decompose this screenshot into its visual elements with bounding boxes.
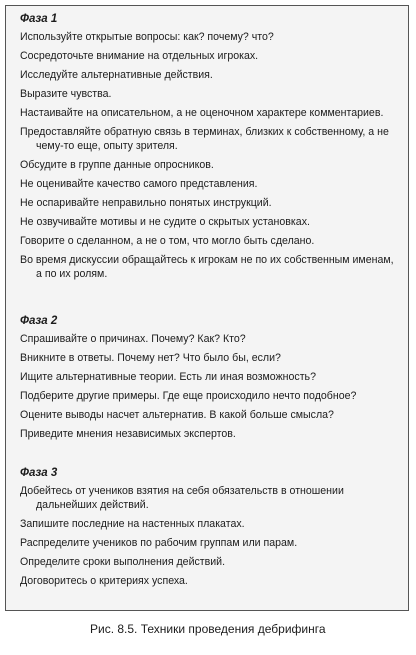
list-item: Подберите другие примеры. Где еще происходило нечто подобное? [20,390,357,402]
list-item: Добейтесь от учеников взятия на себя обязательств в отношении дальнейших действий. [20,485,344,511]
phase-3-section [20,466,402,593]
list-item: Спрашивайте о причинах. Почему? Как? Кто? [20,333,246,345]
phase-title: Фаза 1 [20,13,58,25]
list-item: Договоритесь о критериях успеха. [20,575,188,587]
phase-1-section [20,12,402,286]
list-item: Определите сроки выполнения действий. [20,556,226,568]
list-item: Не озвучивайте мотивы и не судите о скрытых установках. [20,216,310,228]
list-item: Не оценивайте качество самого представления. [20,178,258,190]
list-item: Распределите учеников по рабочим группам или парам. [20,537,298,549]
list-item: Не оспаривайте неправильно понятых инструкций. [20,197,272,209]
list-item: Предоставляйте обратную связь в терминах, близких к собственному, а не чему-то еще, опыту зрителя. [20,126,389,152]
phase-2-section [20,314,402,446]
techniques-box [5,5,409,611]
figure-caption: Рис. 8.5. Техники проведения дебрифинга [90,622,326,636]
list-item: Сосредоточьте внимание на отдельных игроках. [20,50,259,62]
list-item: Приведите мнения независимых экспертов. [20,428,236,440]
list-item: Настаивайте на описательном, а не оценочном характере комментариев. [20,107,384,119]
list-item: Говорите о сделанном, а не о том, что могло быть сделано. [20,235,315,247]
list-item: Ищите альтернативные теории. Есть ли иная возможность? [20,371,316,383]
list-item: Запишите последние на настенных плакатах. [20,518,245,530]
list-item: Вникните в ответы. Почему нет? Что было бы, если? [20,352,281,364]
phase-title: Фаза 2 [20,315,58,327]
phase-title: Фаза 3 [20,467,58,479]
list-item: Используйте открытые вопросы: как? почему? что? [20,31,274,43]
list-item: Во время дискуссии обращайтесь к игрокам не по их собственным именам, а по их ролям. [20,254,394,280]
list-item: Исследуйте альтернативные действия. [20,69,213,81]
list-item: Обсудите в группе данные опросников. [20,159,214,171]
list-item: Оцените выводы насчет альтернатив. В какой больше смысла? [20,409,334,421]
list-item: Выразите чувства. [20,88,112,100]
